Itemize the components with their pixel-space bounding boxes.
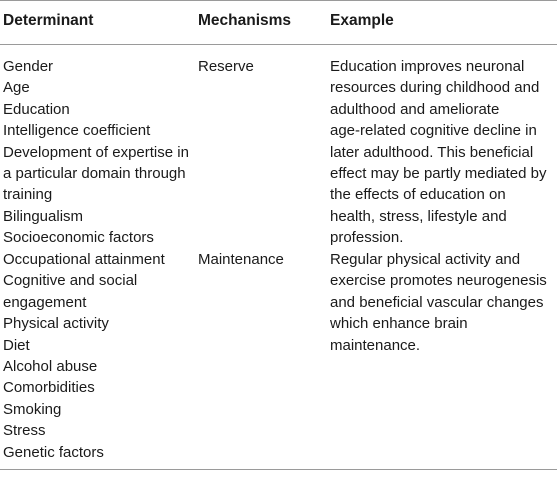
determinant-item: Cognitive and social [3, 272, 138, 290]
example-line: which enhance brain [330, 315, 468, 333]
example-line: the effects of education on [330, 186, 506, 204]
determinant-item: Occupational attainment [3, 251, 165, 268]
determinant-item: Smoking [3, 400, 62, 418]
determinant-item: Development of expertise in [3, 143, 189, 161]
determinant-item: Comorbidities [3, 379, 95, 397]
example-line: Education improves neuronal [330, 58, 525, 75]
example-cell [330, 56, 555, 249]
header-rule [0, 44, 557, 45]
mechanism-label: Reserve [198, 58, 254, 75]
example-line: effect may be partly mediated by [330, 165, 547, 183]
mechanism-cell [198, 56, 323, 77]
determinant-cell [3, 56, 193, 249]
determinant-item: Physical activity [3, 315, 109, 333]
determinant-item: Diet [3, 336, 30, 354]
table-header-row [0, 0, 557, 44]
top-rule [0, 0, 557, 1]
example-line: later adulthood. This beneficial [330, 143, 534, 161]
determinant-item: Education [3, 100, 70, 118]
determinant-item: Alcohol abuse [3, 358, 98, 376]
header-mechanisms: Mechanisms [198, 12, 292, 29]
determinant-item: a particular domain through [3, 165, 186, 183]
header-example: Example [330, 12, 394, 29]
determinant-item: Gender [3, 58, 54, 75]
determinant-item: engagement [3, 293, 87, 311]
determinant-cell [3, 249, 193, 463]
determinant-item: Bilingualism [3, 207, 84, 225]
header-determinant: Determinant [3, 12, 94, 29]
example-line: age-related cognitive decline in [330, 122, 537, 140]
example-line: maintenance. [330, 336, 421, 354]
determinant-item: Stress [3, 422, 46, 440]
example-line: exercise promotes neurogenesis [330, 272, 547, 290]
example-line: adulthood and ameliorate [330, 100, 500, 118]
mechanism-label: Maintenance [198, 251, 284, 268]
bottom-rule [0, 469, 557, 470]
example-line: profession. [330, 229, 404, 247]
example-line: Regular physical activity and [330, 251, 521, 268]
determinant-item: Genetic factors [3, 443, 104, 461]
mechanism-cell [198, 249, 323, 270]
determinant-item: Intelligence coefficient [3, 122, 151, 140]
example-line: resources during childhood and [330, 79, 540, 97]
example-line: health, stress, lifestyle and [330, 207, 507, 225]
example-line: and beneficial vascular changes [330, 293, 544, 311]
determinant-item: training [3, 186, 53, 204]
determinant-item: Age [3, 79, 30, 97]
example-cell [330, 249, 555, 356]
determinant-item: Socioeconomic factors [3, 229, 154, 247]
